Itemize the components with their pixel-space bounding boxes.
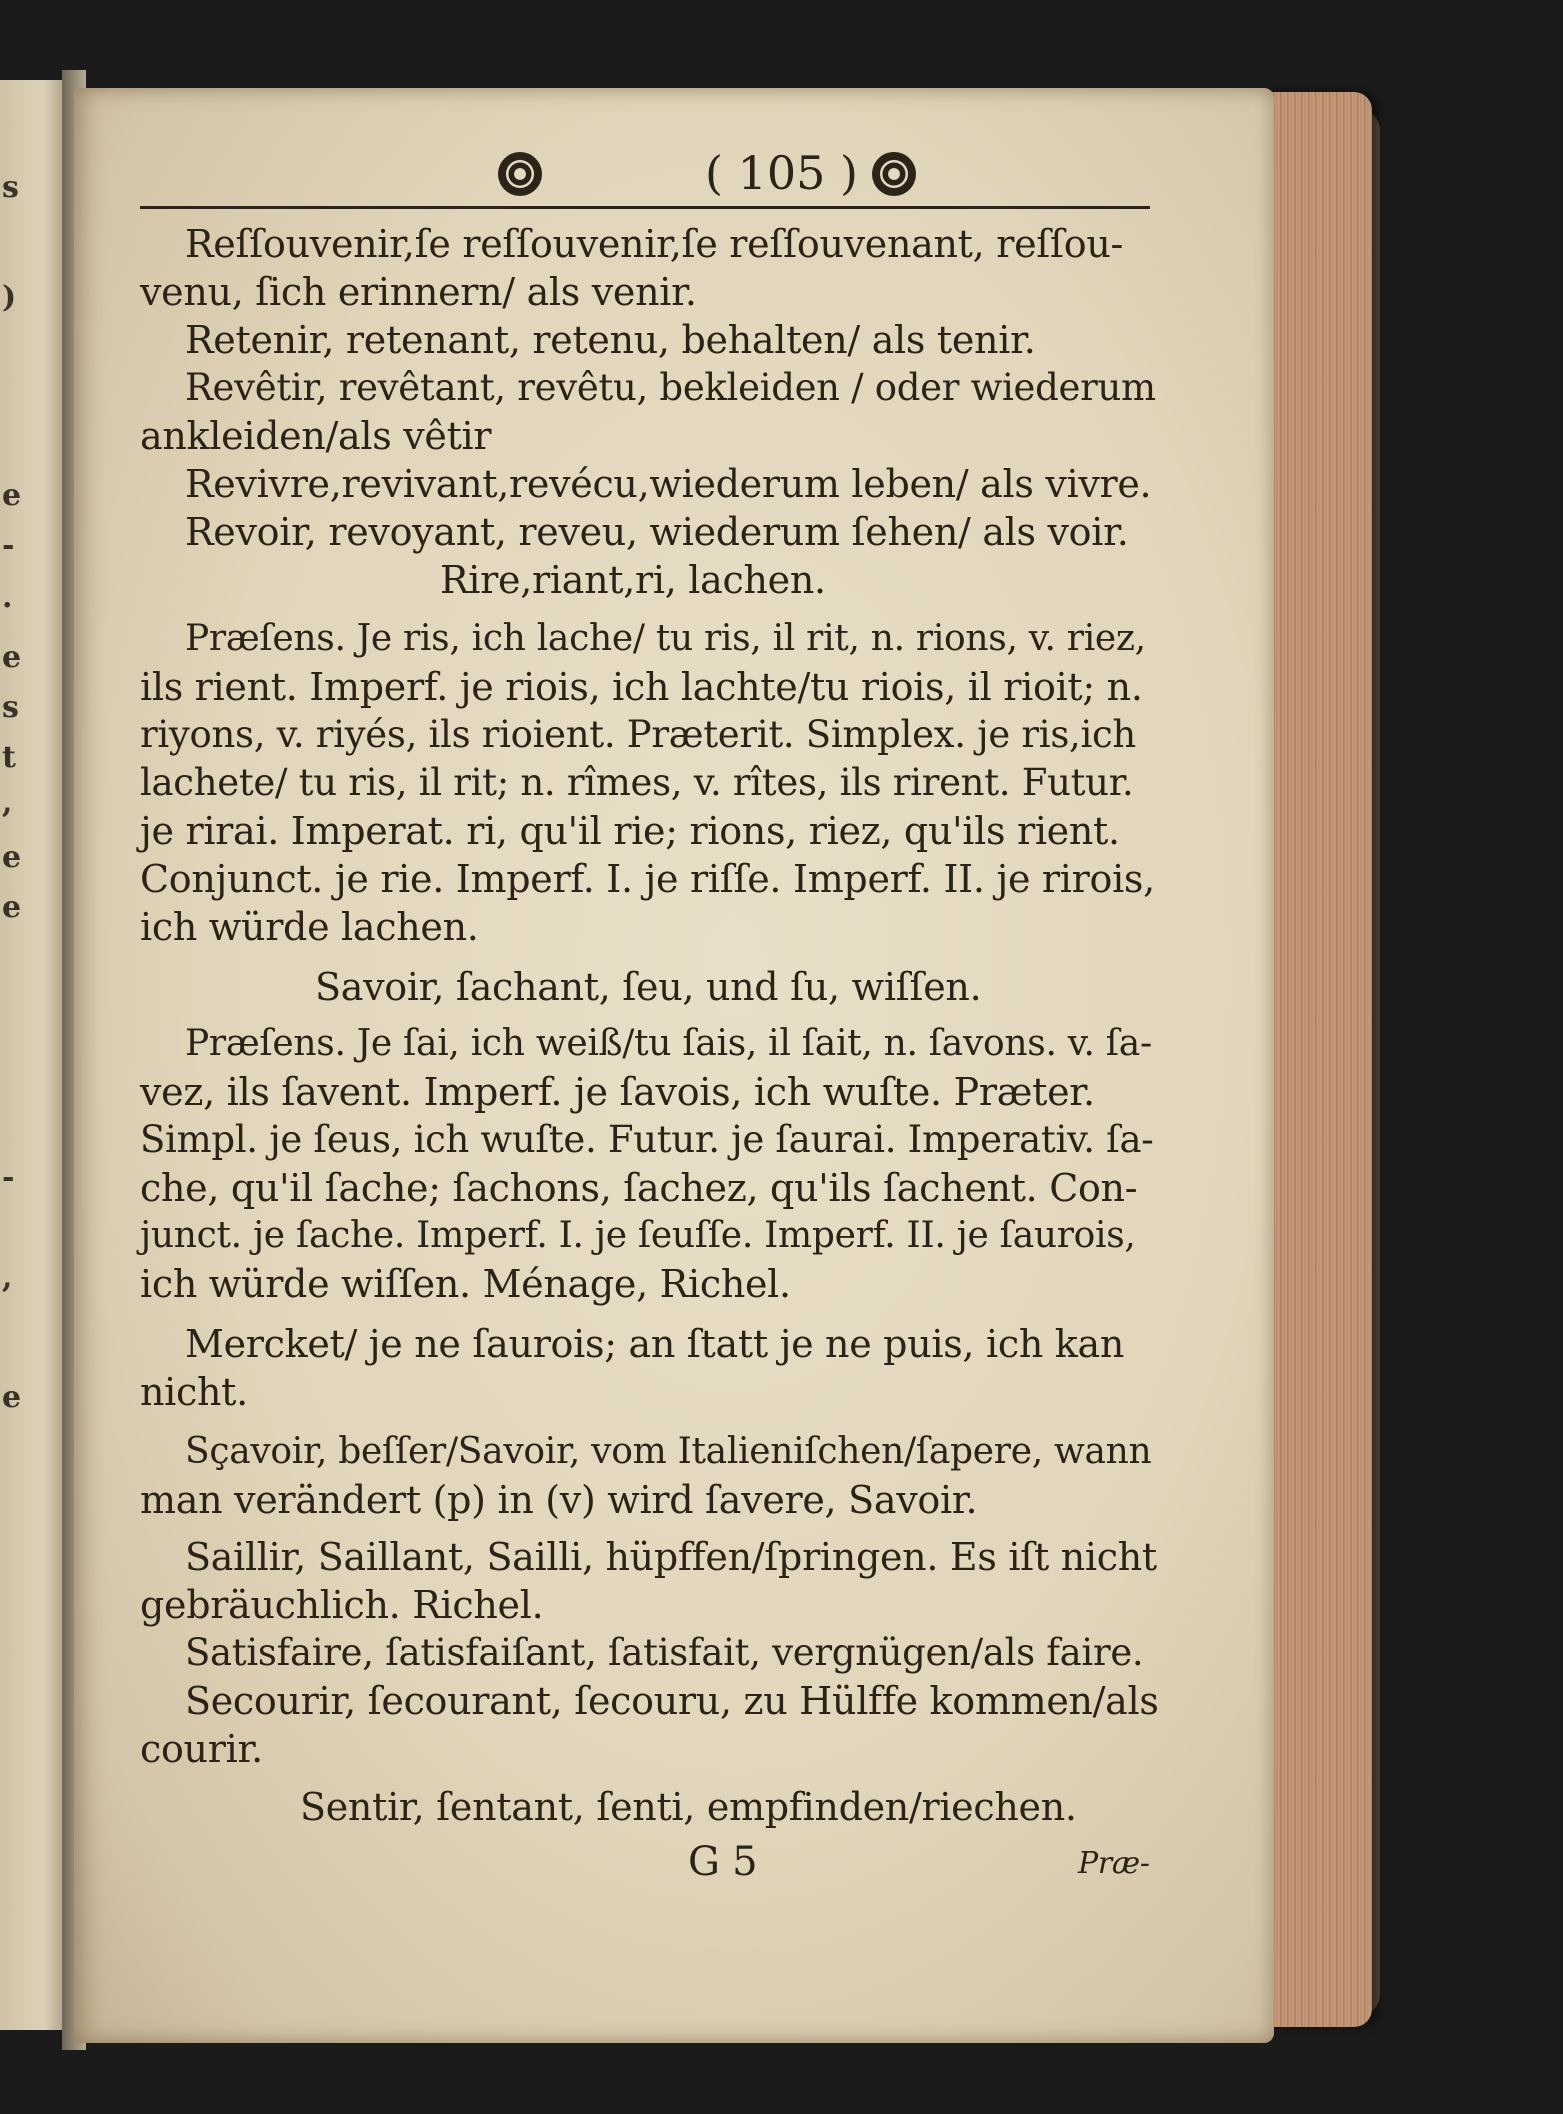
text-line: Conjunct. je rie. Imperf. I. je riſſe. Imperf. II. je rirois, [140, 857, 1155, 901]
page-number: ( 105 ) [705, 146, 858, 200]
left-fragment: s [2, 170, 19, 205]
left-fragment: . [2, 580, 13, 615]
text-line: ich würde lachen. [140, 905, 479, 949]
entry-heading: Sentir, ſentant, ſenti, empfinden/riechen. [300, 1785, 1077, 1829]
text-line: che, qu'il ſache; ſachons, ſachez, qu'ils ſachent. Con- [140, 1166, 1138, 1210]
text-line: lachete/ tu ris, il rit; n. rîmes, v. rîtes, ils rirent. Futur. [140, 761, 1134, 804]
left-fragment: t [2, 740, 16, 775]
left-fragment: , [2, 785, 13, 820]
left-fragment: e [2, 478, 22, 513]
text-line: man verändert (p) in (v) wird ſavere, Savoir. [140, 1478, 978, 1522]
left-fragment: s [2, 690, 19, 725]
text-line: Saillir, Saillant, Sailli, hüpffen/ſpringen. Es iſt nicht [185, 1535, 1157, 1579]
text-line: ankleiden/als vêtir [140, 414, 492, 458]
text-line: Revêtir, revêtant, revêtu, bekleiden / oder wiederum [185, 366, 1156, 409]
text-line: Revoir, revoyant, reveu, wiederum ſehen/ als voir. [185, 510, 1129, 554]
signature-mark: G 5 [688, 1839, 758, 1885]
text-line: Præſens. Je ſai, ich weiß/tu ſais, il ſait, n. ſavons. v. ſa- [185, 1023, 1152, 1064]
left-fragment: e [2, 890, 22, 925]
text-line: ils rient. Imperf. je riois, ich lachte/tu riois, il rioit; n. [140, 665, 1143, 709]
left-fragment: , [2, 1260, 13, 1295]
left-fragment: - [2, 528, 15, 563]
left-fragment: - [2, 1160, 15, 1195]
text-line: ich würde wiſſen. Ménage, Richel. [140, 1262, 791, 1306]
text-line: courir. [140, 1727, 263, 1771]
text-line: Satisfaire, ſatisfaiſant, ſatisfait, vergnügen/als faire. [185, 1631, 1144, 1674]
text-line: Simpl. je ſeus, ich wuſte. Futur. je ſaurai. Imperativ. ſa- [140, 1118, 1154, 1161]
left-fragment: e [2, 1380, 22, 1415]
text-line: nicht. [140, 1370, 248, 1414]
left-fragment: e [2, 840, 22, 875]
text-line: vez, ils ſavent. Imperf. je ſavois, ich wuſte. Præter. [140, 1070, 1095, 1114]
text-line: gebräuchlich. Richel. [140, 1583, 544, 1627]
left-fragment: ) [2, 280, 17, 315]
text-line: Reſſouvenir,ſe reſſouvenir,ſe reſſouvenant, reſſou- [185, 222, 1124, 266]
text-line: Mercket/ je ne ſaurois; an ſtatt je ne puis, ich kan [185, 1322, 1125, 1366]
text-line: junct. je ſache. Imperf. I. je ſeuſſe. Imperf. II. je ſaurois, [140, 1215, 1136, 1256]
text-line: Retenir, retenant, retenu, behalten/ als tenir. [185, 318, 1036, 362]
entry-heading: Rire,riant,ri, lachen. [440, 558, 826, 602]
left-fragment: e [2, 640, 22, 675]
catchword: Præ- [1078, 1846, 1150, 1881]
text-line: Revivre,revivant,revécu,wiederum leben/ als vivre. [185, 462, 1152, 506]
text-line: je rirai. Imperat. ri, qu'il rie; rions, riez, qu'ils rient. [140, 809, 1120, 853]
text-line: venu, ſich erinnern/ als venir. [140, 270, 697, 314]
entry-heading: Savoir, ſachant, ſeu, und ſu, wiſſen. [315, 965, 982, 1009]
text-line: Secourir, ſecourant, ſecouru, zu Hülffe kommen/als [185, 1679, 1159, 1723]
text-line: Præſens. Je ris, ich lache/ tu ris, il rit, n. rions, v. riez, [185, 618, 1146, 659]
text-line: riyons, v. riyés, ils rioient. Præterit. Simplex. je ris,ich [140, 713, 1136, 756]
text-line: Sçavoir, beſſer/Savoir, vom Italieniſchen/ſapere, wann [185, 1431, 1152, 1472]
